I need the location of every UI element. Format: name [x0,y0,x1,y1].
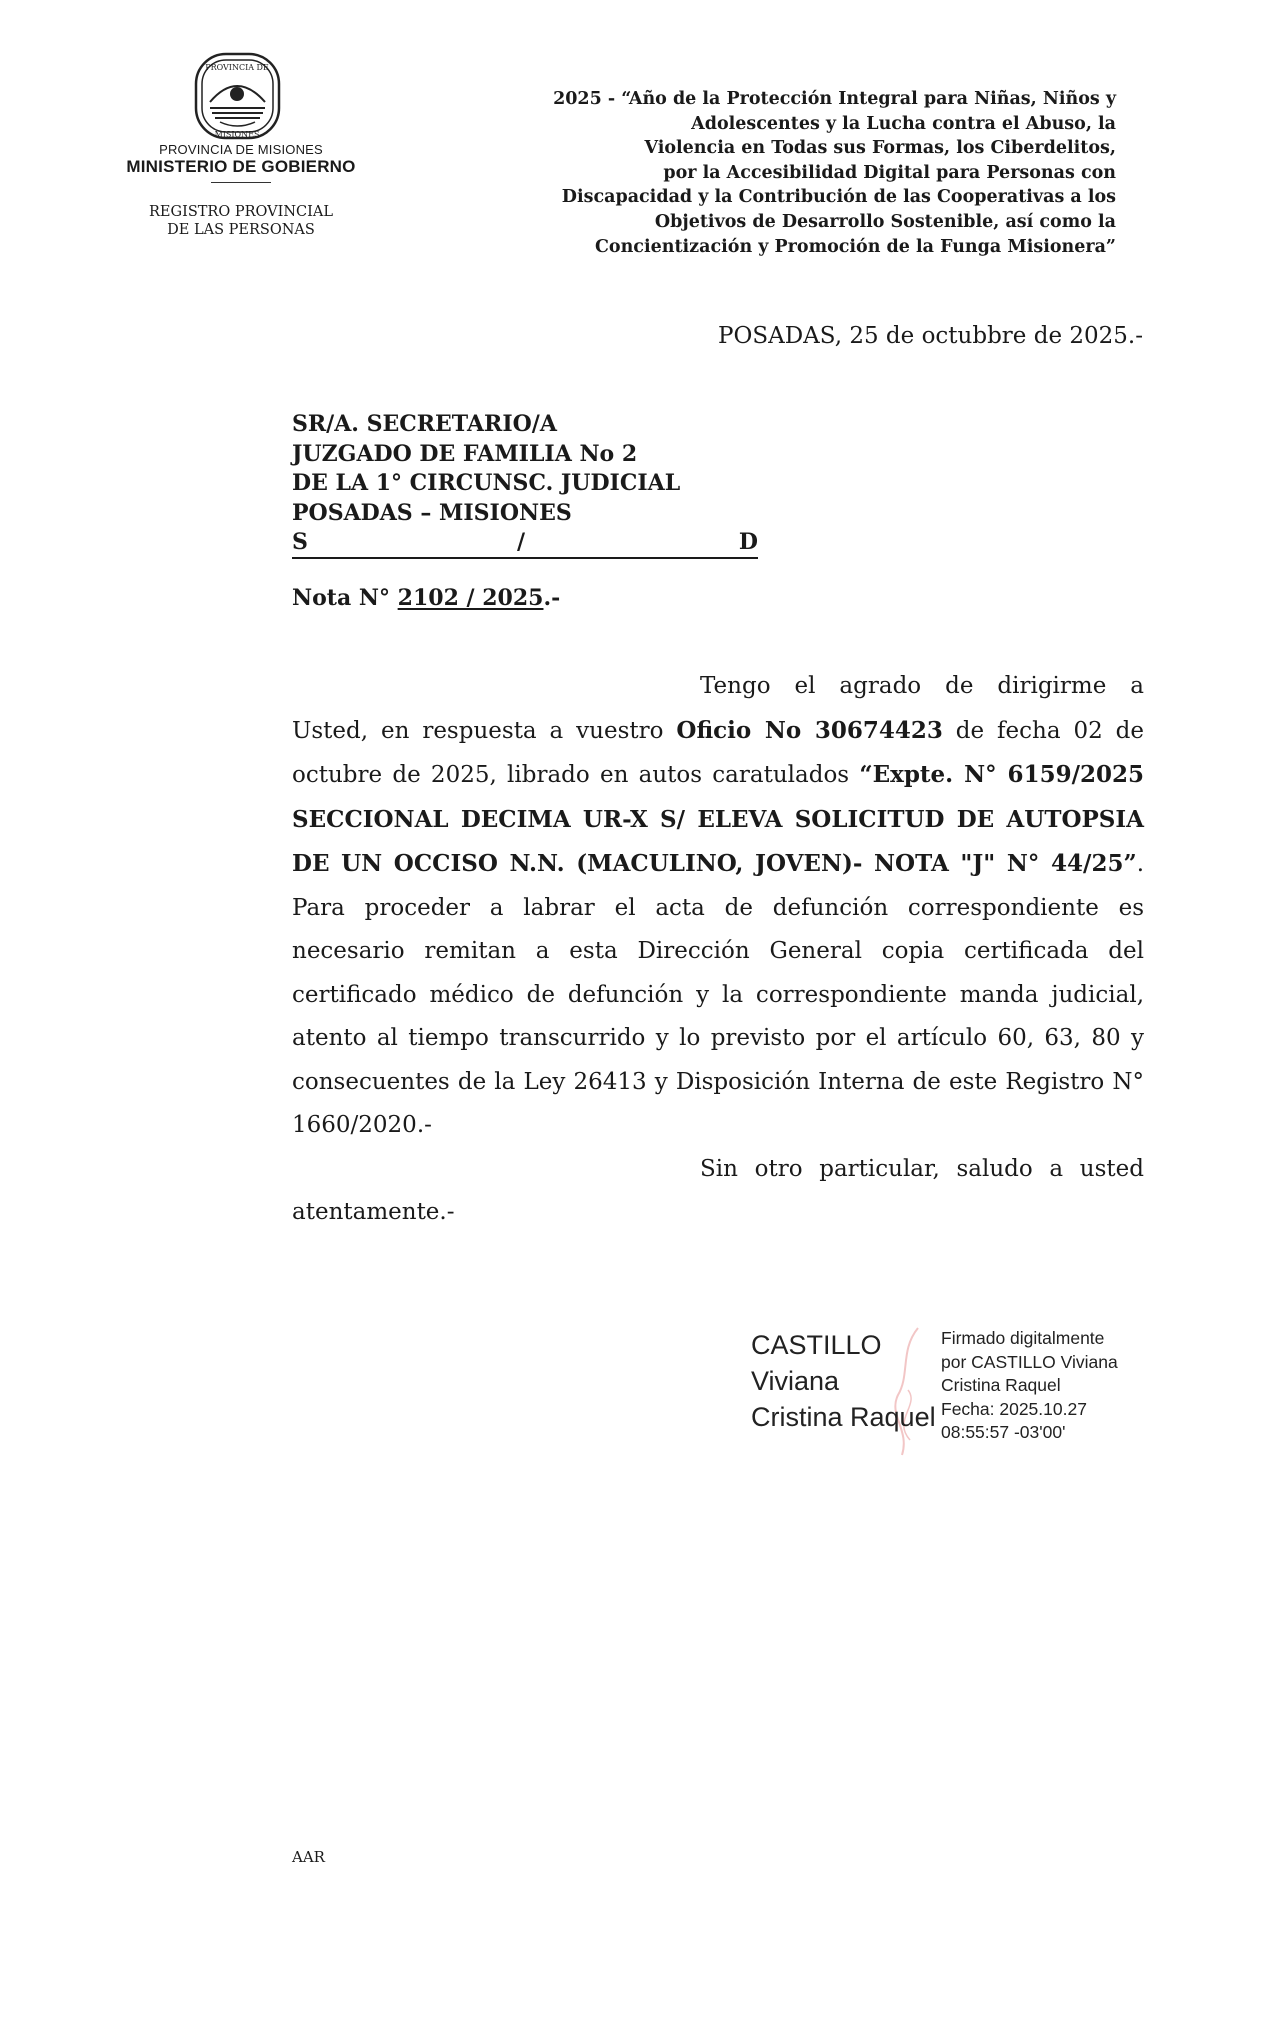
note-number [292,585,560,611]
body-text: Tengo el agrado de dirigirme a Usted, en respuesta a vuestro [292,673,1144,744]
body-paragraph-1 [292,665,1144,1148]
sig-info-line1: Firmado digitalmente [941,1328,1105,1348]
recipient-line1: SR/A. SECRETARIO/A [292,411,557,437]
org-ministry: MINISTERIO DE GOBIERNO [126,157,356,176]
signer-name-line2: Viviana [751,1366,840,1396]
org-registry [110,203,372,239]
seal-lettering-bottom: MISIONES [214,130,260,139]
digital-signature-info [941,1327,1118,1445]
author-initials: AAR [292,1848,325,1866]
recipient-s: S [292,529,308,555]
oficio-reference: Oficio No 30674423 [676,716,943,744]
case-reference: “Expte. N° 6159/2025 SECCIONAL DECIMA UR-X S/ ELEVA SOLICITUD DE AUTOPSIA DE UN OCCISO N.N. (MACULINO, JOVEN)- NOTA "J" N° 44/25” [292,761,1144,877]
recipient-line2: JUZGADO DE FAMILIA No 2 [292,440,638,467]
sig-info-line3: Cristina Raquel [941,1375,1061,1395]
org-province: PROVINCIA DE MISIONES [159,142,323,157]
note-suffix: .- [543,585,561,611]
letter-body [292,665,1144,1235]
sig-info-line4: Fecha: 2025.10.27 [941,1398,1087,1419]
body-text: de fecha 02 de octubre de 2025, librado en autos caratulados [292,717,1145,788]
signer-name [751,1327,936,1435]
seal-lettering-top: PROVINCIA DE [205,63,269,72]
province-seal-logo [190,50,285,142]
body-text: . Para proceder a labrar el acta de defunción correspondiente es necesario remitan a esta Dirección General copia certificada del certificado médico de defunción y la correspondiente manda judicial, atento al tiempo transcurrido y lo previsto por el artículo 60, 63, 80 y consecuentes de la Ley 26413 y Disposición Interna de este Registro N° 1660/2020.- [292,851,1144,1138]
signer-name-line1: CASTILLO [751,1330,882,1360]
signer-name-line3: Cristina Raquel [751,1402,936,1432]
sig-info-line5: 08:55:57 -03'00' [941,1422,1066,1442]
recipient-d: D [738,529,758,555]
recipient-block [292,410,758,559]
recipient-slash: / [517,529,526,555]
header-motto: 2025 - “Año de la Protección Integral para Niñas, Niños y Adolescentes y la Lucha contra el Abuso, la Violencia en Todas sus Formas, los Ciberdelitos, por la Accesibilidad Digital para Personas con Discapacidad y la Contribución de las Cooperativas a los Objetivos de Desarrollo Sostenible, así como la Concientización y Promoción de la Funga Misionera” [553,89,1116,257]
recipient-sd-line [292,528,758,559]
note-label: Nota N° [292,585,398,611]
sig-info-line2: por CASTILLO Viviana [941,1351,1118,1372]
org-divider [211,182,271,183]
body-paragraph-2: Sin otro particular, saludo a usted atentamente.- [292,1155,1144,1225]
recipient-line4: POSADAS – MISIONES [292,499,572,526]
org-registry-line1: REGISTRO PROVINCIAL [149,204,333,220]
document-date: POSADAS, 25 de octubbre de 2025.- [718,323,1143,349]
org-registry-line2: DE LAS PERSONAS [167,222,315,238]
recipient-line3: DE LA 1° CIRCUNSC. JUDICIAL [292,470,681,496]
note-value: 2102 / 2025 [397,585,544,611]
